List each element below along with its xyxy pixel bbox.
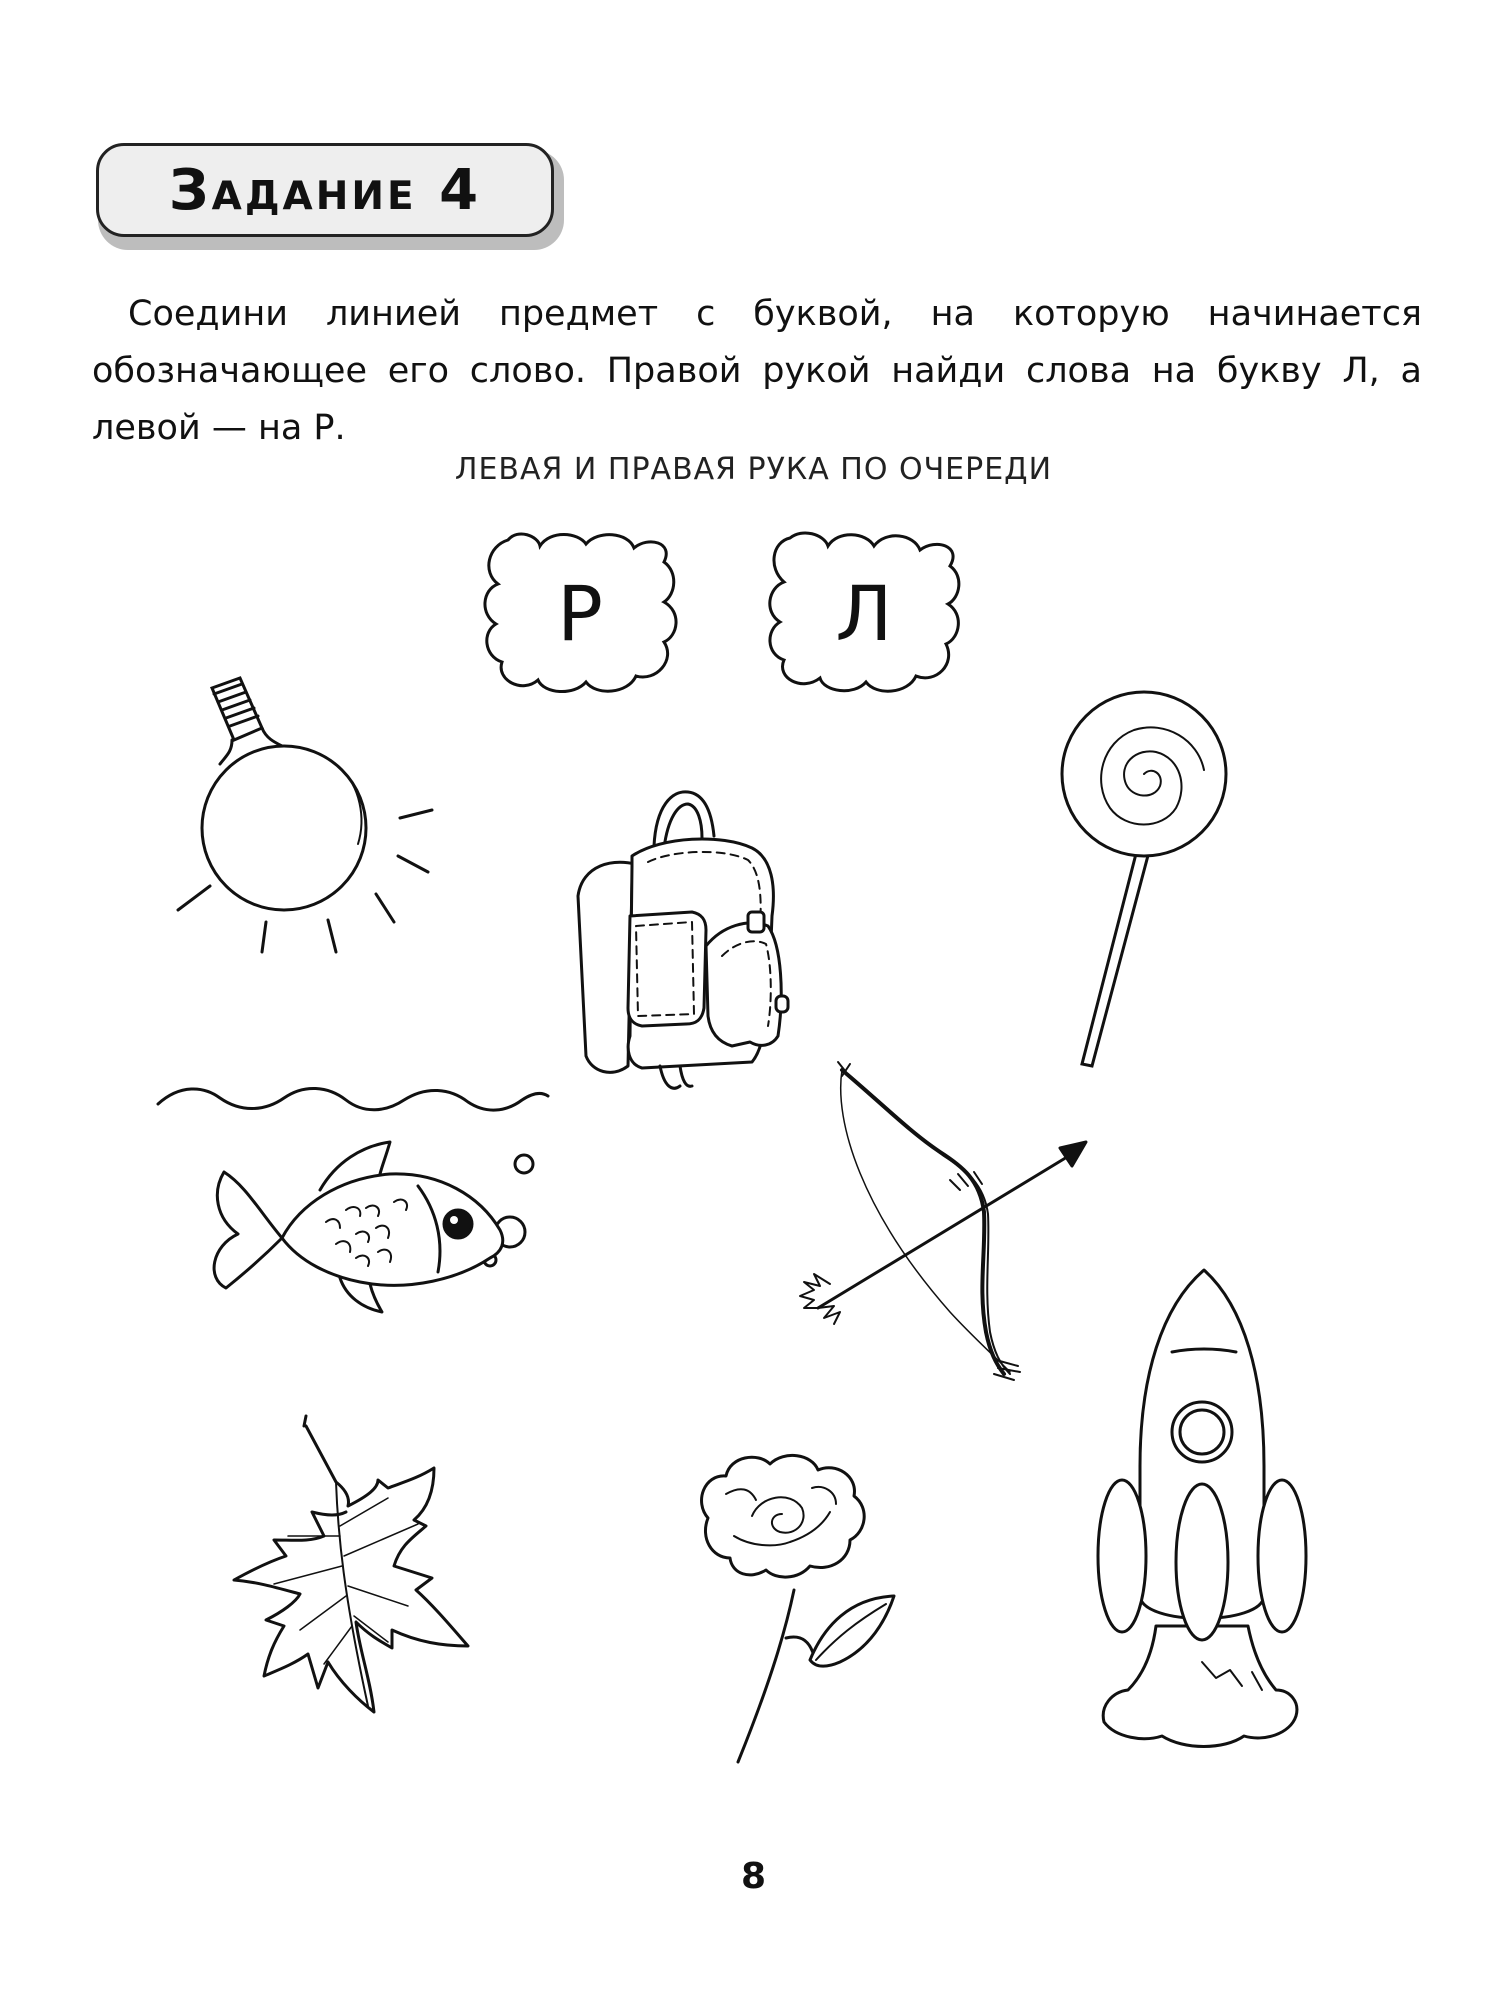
backpack-icon: [572, 786, 822, 1096]
letter-r: Р: [557, 568, 603, 658]
subtitle: ЛЕВАЯ И ПРАВАЯ РУКА ПО ОЧЕРЕДИ: [454, 452, 1053, 487]
letter-l: Л: [835, 568, 893, 658]
instructions-text: Соедини линией предмет с буквой, на которую начинается обозначающее его слово. Правой рукой найди слова на букву Л, а левой — на Р.: [92, 294, 1422, 448]
bow-and-arrow-icon: [790, 1062, 1090, 1392]
lollipop-icon: [1040, 696, 1250, 1076]
light-bulb-icon: [170, 668, 440, 958]
maple-leaf-icon: [228, 1416, 538, 1726]
task-title-box: [96, 143, 554, 237]
rose-icon: [690, 1448, 920, 1768]
page-number: 8: [740, 1856, 767, 1897]
rocket-icon: [1092, 1266, 1312, 1756]
fish-icon: [150, 1082, 550, 1342]
cloud-letter-r: [478, 528, 682, 698]
instructions: [92, 286, 1422, 457]
task-title: Задание 4: [168, 157, 482, 223]
cloud-letter-l: [762, 528, 966, 698]
